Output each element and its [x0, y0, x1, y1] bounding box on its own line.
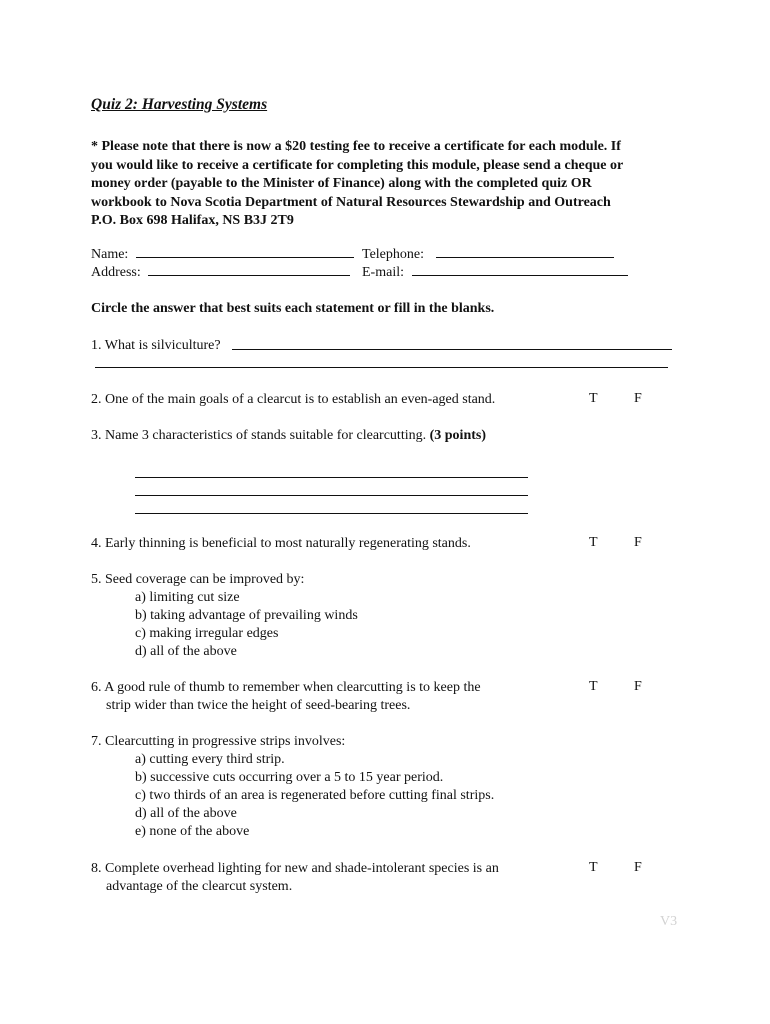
question-6-continued: strip wider than twice the height of seed-bearing trees. [106, 698, 411, 713]
name-label: Name: [91, 247, 129, 262]
notice-line: you would like to receive a certificate for completing this module, please send a cheque or [91, 157, 624, 173]
fee-notice [91, 138, 691, 231]
option-b[interactable]: b) successive cuts occurring over a 5 to 15 year period. [135, 770, 444, 785]
telephone-label: Telephone: [362, 247, 424, 262]
instructions: Circle the answer that best suits each statement or fill in the blanks. [91, 301, 495, 316]
false-option[interactable]: F [634, 391, 642, 406]
answer-line[interactable] [95, 367, 668, 368]
option-e[interactable]: e) none of the above [135, 824, 250, 839]
option-d[interactable]: d) all of the above [135, 644, 237, 659]
question-7: 7. Clearcutting in progressive strips involves: [91, 734, 346, 749]
true-option[interactable]: T [589, 679, 598, 694]
option-b[interactable]: b) taking advantage of prevailing winds [135, 608, 358, 623]
version-label: V3 [660, 914, 678, 929]
notice-line: workbook to Nova Scotia Department of Natural Resources Stewardship and Outreach [91, 194, 611, 210]
question-2: 2. One of the main goals of a clearcut is to establish an even-aged stand. [91, 392, 496, 407]
email-field-row [362, 263, 628, 282]
question-8-continued: advantage of the clearcut system. [106, 879, 293, 894]
false-option[interactable]: F [634, 535, 642, 550]
answer-line[interactable] [135, 495, 528, 496]
false-option[interactable]: F [634, 679, 642, 694]
question-8: 8. Complete overhead lighting for new and shade-intolerant species is an [91, 861, 499, 876]
question-5: 5. Seed coverage can be improved by: [91, 572, 305, 587]
option-a[interactable]: a) cutting every third strip. [135, 752, 285, 767]
true-option[interactable]: T [589, 391, 598, 406]
email-label: E-mail: [362, 265, 404, 280]
quiz-title: Quiz 2: Harvesting Systems [91, 96, 268, 113]
false-option[interactable]: F [634, 860, 642, 875]
answer-line[interactable] [135, 513, 528, 514]
question-1: 1. What is silviculture? [91, 338, 221, 353]
address-label: Address: [91, 265, 141, 280]
telephone-field-row [362, 245, 614, 264]
address-blank[interactable] [148, 263, 350, 276]
name-blank[interactable] [136, 245, 354, 258]
email-blank[interactable] [412, 263, 628, 276]
option-d[interactable]: d) all of the above [135, 806, 237, 821]
option-c[interactable]: c) making irregular edges [135, 626, 279, 641]
option-c[interactable]: c) two thirds of an area is regenerated before cutting final strips. [135, 788, 495, 803]
telephone-blank[interactable] [436, 245, 614, 258]
answer-line[interactable] [135, 477, 528, 478]
question-3-text: 3. Name 3 characteristics of stands suitable for clearcutting. [91, 428, 427, 443]
answer-line[interactable] [232, 349, 672, 350]
question-3-points: (3 points) [429, 428, 487, 443]
question-3 [91, 427, 486, 445]
notice-line: P.O. Box 698 Halifax, NS B3J 2T9 [91, 213, 294, 228]
question-6: 6. A good rule of thumb to remember when clearcutting is to keep the [91, 680, 481, 695]
notice-line: money order (payable to the Minister of Finance) along with the completed quiz OR [91, 176, 592, 191]
true-option[interactable]: T [589, 535, 598, 550]
name-field-row [91, 245, 354, 264]
true-option[interactable]: T [589, 860, 598, 875]
question-4: 4. Early thinning is beneficial to most naturally regenerating stands. [91, 536, 471, 551]
notice-line: * Please note that there is now a $20 testing fee to receive a certificate for each module. If [91, 139, 621, 154]
option-a[interactable]: a) limiting cut size [135, 590, 240, 605]
address-field-row [91, 263, 350, 282]
